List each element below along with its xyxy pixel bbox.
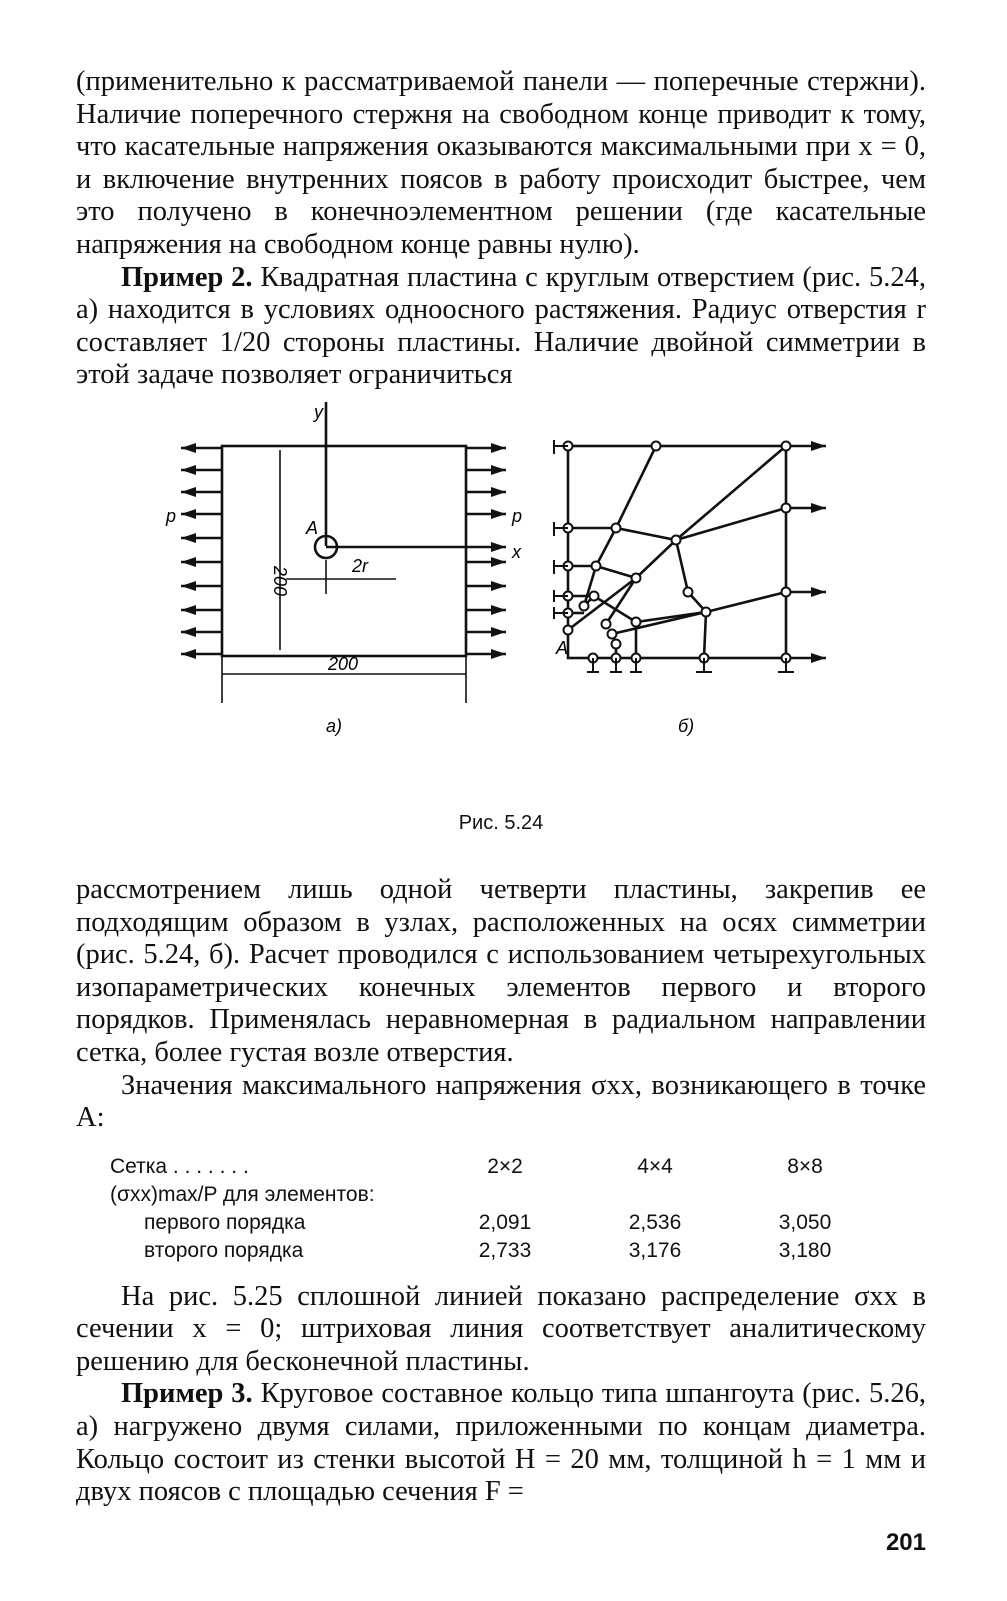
table-cell: 3,180 <box>778 1238 832 1262</box>
table-row-label: первого порядка <box>144 1210 306 1234</box>
axis-y-label: y <box>314 401 323 422</box>
point-a-mesh-label: A <box>556 637 569 658</box>
load-heads-right <box>491 443 506 659</box>
page-content <box>76 66 926 1556</box>
dim-height-label: 200 <box>270 565 290 596</box>
panel-b-label: б) <box>678 715 695 736</box>
axis-x-label: x <box>512 541 521 562</box>
mesh-supports <box>554 440 794 672</box>
paragraph-5: На рис. 5.25 сплошной линией показано распределение σxx в сечении x = 0; штриховая линия соответствует аналитическому решению для бесконечной пластины. <box>76 1280 926 1377</box>
table-row-label: второго порядка <box>144 1238 304 1262</box>
paragraph-1: (применительно к рассматриваемой панели — поперечные стержни). Наличие поперечного стержня на свободном конце приводит к тому, что касательные напряжения оказываются максимальными при x = 0, и включение внутренних поясов в работу происходит быстрее, чем это получено в конечноэлементном решении (где касательные напряжения на свободном конце равны нулю). <box>76 66 926 260</box>
table-row <box>110 1237 880 1265</box>
load-arrows-right <box>466 448 506 654</box>
panel-a-label: a) <box>326 715 343 736</box>
table-cell: 2,091 <box>478 1210 532 1234</box>
load-arrows-left <box>181 448 222 654</box>
mesh-nodes <box>564 441 791 662</box>
paragraph-example-3 <box>76 1378 926 1508</box>
table-header-label: Сетка . . . . . . . <box>110 1154 249 1178</box>
dim-hole-label: 2r <box>352 555 369 576</box>
dim-width-label: 200 <box>328 653 359 674</box>
example-2-text: Квадратная пластина с круглым отверстием (рис. 5.24, а) находится в условиях одноосного растяжения. Радиус отверстия r составляет 1/20 стороны пластины. Наличие двойной симметрии в этой задаче позволяет ограничиться <box>76 261 926 391</box>
table-subheader-row <box>110 1181 880 1209</box>
table-col-header: 4×4 <box>637 1154 673 1178</box>
results-table <box>110 1153 880 1265</box>
load-heads-left <box>181 443 196 659</box>
table-cell: 2,733 <box>478 1238 532 1262</box>
load-right-label: p <box>512 505 523 526</box>
fe-mesh <box>568 446 786 658</box>
table-header-row <box>110 1153 880 1181</box>
table-cell: 3,050 <box>778 1210 832 1234</box>
table-col-header: 8×8 <box>787 1154 823 1178</box>
point-a-label: A <box>306 517 319 538</box>
paragraph-example-2 <box>76 262 926 392</box>
table-sub-label: (σxx)max/P для элементов: <box>110 1182 375 1206</box>
paragraph-4: Значения максимального напряжения σxx, возникающего в точке A: <box>76 1069 926 1134</box>
example-2-heading: Пример 2. <box>121 261 253 293</box>
table-col-header: 2×2 <box>487 1154 523 1178</box>
mesh-load-arrows <box>786 446 826 658</box>
table-cell: 2,536 <box>628 1210 682 1234</box>
plate-outline <box>222 446 466 656</box>
table-row <box>110 1209 880 1237</box>
paragraph-3: рассмотрением лишь одной четверти пластины, закрепив ее подходящим образом в узлах, расположенных на осях симметрии (рис. 5.24, б). Расчет проводился с использованием четырехугольных изопараметрических конечных элементов первого и второго порядков. Применялась неравномерная в радиальном направлении сетка, более густая возле отверстия. <box>76 873 926 1068</box>
load-left-label: p <box>166 505 177 526</box>
mesh-load-heads <box>811 441 826 663</box>
example-3-heading: Пример 3. <box>121 1378 253 1410</box>
page-number: 201 <box>885 1529 926 1556</box>
example-3-text: Круговое составное кольцо типа шпангоута (рис. 5.26, а) нагружено двумя силами, приложенными по концам диаметра. Кольцо состоит из стенки высотой H = 20 мм, толщиной h = 1 мм и двух поясов с площадью сечения F = <box>76 1378 926 1508</box>
figure-5-24 <box>76 398 926 818</box>
figure-drawing <box>76 398 926 818</box>
figure-caption: Рис. 5.24 <box>458 811 544 834</box>
table-cell: 3,176 <box>628 1238 682 1262</box>
